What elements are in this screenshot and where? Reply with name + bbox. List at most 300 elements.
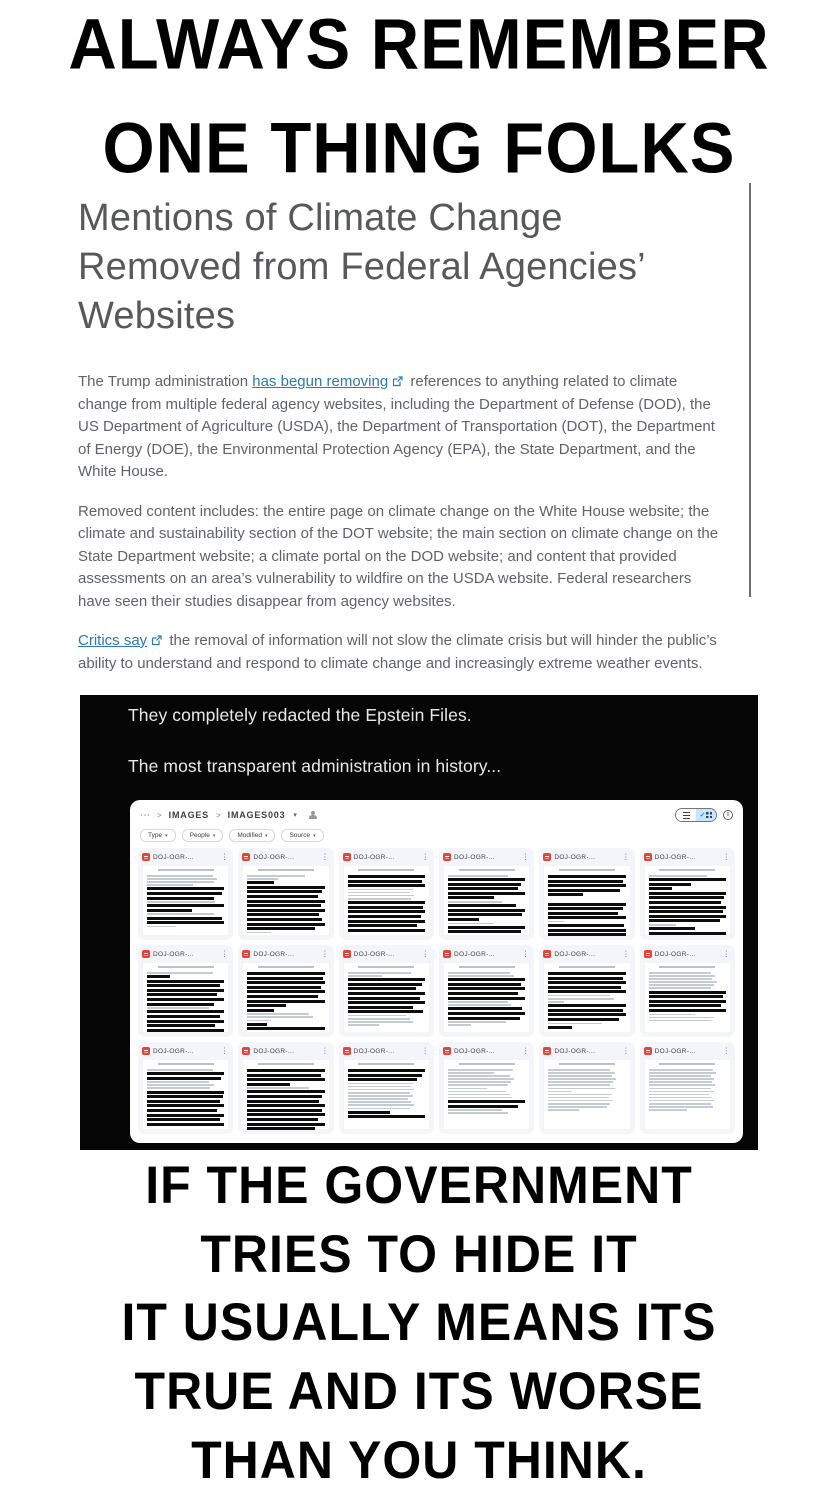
redaction-bar — [147, 989, 224, 992]
redaction-bar — [548, 977, 623, 980]
redaction-bar — [649, 901, 721, 904]
folder-dropdown-arrow-icon[interactable]: ▾ — [293, 812, 297, 819]
redaction-bar — [348, 983, 422, 986]
file-card[interactable] — [138, 945, 233, 1037]
more-options-icon[interactable]: ⋮ — [220, 949, 229, 959]
document-text-line — [548, 1088, 615, 1090]
redaction-bar — [348, 884, 425, 887]
redaction-bar — [448, 892, 525, 895]
more-options-icon[interactable]: ⋮ — [722, 852, 730, 862]
file-card[interactable] — [238, 1042, 333, 1134]
document-text-line — [147, 972, 213, 974]
redaction-bar — [448, 1017, 520, 1020]
redaction-bar — [147, 1109, 217, 1112]
more-options-icon[interactable]: ⋮ — [220, 852, 229, 862]
breadcrumb-folder-images[interactable]: IMAGES — [168, 810, 209, 820]
file-card-header — [543, 1046, 630, 1056]
redaction-bar — [147, 917, 222, 920]
has-begun-removing-link[interactable]: has begun removing — [252, 373, 389, 390]
pdf-file-icon — [242, 853, 250, 861]
redaction-bar — [548, 912, 618, 915]
file-card-header — [644, 949, 731, 959]
redaction-bar — [548, 1018, 619, 1021]
document-text-line — [448, 1072, 494, 1074]
file-card-header — [242, 852, 329, 862]
redaction-bar — [548, 929, 625, 932]
document-text-line — [247, 1013, 309, 1015]
more-options-icon[interactable]: ⋮ — [622, 852, 630, 862]
file-name: DOJ-OGR-... — [454, 1047, 495, 1055]
redaction-bar — [348, 1115, 425, 1118]
document-text-line — [649, 972, 711, 974]
redaction-bar — [247, 1074, 320, 1077]
redaction-bar — [247, 1023, 266, 1026]
redaction-bar — [147, 897, 214, 900]
chevron-down-icon: ▾ — [165, 832, 168, 839]
document-text-line — [548, 1078, 616, 1080]
redaction-bar — [548, 884, 625, 887]
file-card-header — [343, 852, 430, 862]
more-options-icon[interactable]: ⋮ — [521, 1046, 530, 1056]
more-options-icon[interactable]: ⋮ — [521, 949, 530, 959]
file-card-header — [443, 1046, 530, 1056]
document-text-line — [348, 1086, 411, 1088]
document-text-line — [348, 898, 411, 900]
redacted-document-thumbnail — [644, 865, 731, 936]
article-paragraph-3 — [78, 630, 726, 675]
redaction-bar — [147, 1095, 223, 1098]
redaction-bar — [649, 1009, 726, 1012]
file-card-header — [142, 1046, 229, 1056]
redaction-bar — [548, 1026, 571, 1029]
redaction-bar — [548, 986, 621, 989]
top-headline-line-2: ONE THING FOLKS — [102, 108, 736, 189]
redaction-bar — [348, 978, 425, 981]
redaction-bar — [147, 998, 224, 1001]
more-options-icon[interactable]: ⋮ — [521, 852, 530, 862]
file-card[interactable] — [138, 1042, 233, 1134]
document-text-line — [548, 898, 625, 901]
document-text-line — [548, 995, 610, 997]
file-card-header — [543, 852, 630, 862]
document-text-line — [649, 1075, 711, 1077]
list-view-button[interactable] — [676, 809, 696, 821]
redaction-bar — [448, 926, 525, 929]
document-text-line — [147, 913, 214, 915]
document-text-line — [548, 1100, 613, 1102]
top-headline-line-1: ALWAYS REMEMBER — [68, 4, 770, 85]
redaction-bar — [247, 913, 319, 916]
redacted-document-thumbnail — [543, 865, 630, 936]
document-text-line — [649, 1014, 695, 1016]
article-title: Mentions of Climate Change Removed from Federal Agencies’ Websites — [78, 197, 645, 337]
document-text-line — [147, 875, 213, 877]
redaction-bar — [448, 878, 525, 881]
filter-chip-people[interactable] — [182, 829, 224, 842]
document-text-line — [348, 1024, 379, 1026]
more-options-icon[interactable]: ⋮ — [722, 949, 730, 959]
pdf-file-icon — [242, 1047, 250, 1055]
more-options-icon[interactable]: ⋮ — [722, 1046, 730, 1056]
tweet-text-line-1: They completely redacted the Epstein Files. — [128, 705, 472, 725]
file-card-header — [443, 852, 530, 862]
redaction-bar — [448, 918, 479, 921]
file-card[interactable] — [238, 945, 333, 1037]
bottom-headline-line-1: IF THE GOVERNMENT — [145, 1155, 693, 1215]
chip-label: Modified — [237, 832, 262, 839]
file-name: DOJ-OGR-... — [153, 853, 194, 861]
breadcrumb-chevron-icon: > — [157, 810, 162, 820]
redaction-bar — [348, 1111, 391, 1114]
file-card-header — [242, 1046, 329, 1056]
document-text-line — [147, 1087, 210, 1089]
chip-label: People — [189, 832, 210, 839]
bottom-headline-line-5: THAN YOU THINK. — [191, 1430, 647, 1490]
document-text-line — [147, 1069, 213, 1071]
redaction-bar — [448, 887, 518, 890]
document-text-line — [448, 1091, 506, 1093]
pdf-file-icon — [443, 1047, 451, 1055]
pdf-file-icon — [644, 1047, 652, 1055]
filter-chip-type[interactable] — [140, 829, 176, 842]
redaction-bar — [448, 1100, 525, 1103]
redaction-bar — [548, 933, 625, 936]
redaction-bar — [448, 883, 521, 886]
file-card-header — [343, 949, 430, 959]
redacted-document-thumbnail — [343, 962, 430, 1033]
redaction-bar — [147, 1072, 224, 1075]
document-text-line — [348, 889, 413, 891]
redaction-bar — [548, 903, 625, 906]
document-text-line — [348, 892, 410, 894]
redaction-bar — [247, 1004, 286, 1007]
redaction-bar — [649, 1000, 726, 1003]
file-name: DOJ-OGR-... — [153, 1047, 194, 1055]
info-icon[interactable]: i — [723, 810, 733, 820]
redaction-bar — [147, 1091, 224, 1094]
redaction-bar — [649, 1004, 721, 1007]
document-text-line — [348, 1092, 410, 1094]
document-text-line — [448, 901, 502, 903]
redaction-bar — [448, 992, 518, 995]
redaction-bar — [147, 892, 222, 895]
external-link-icon — [151, 635, 162, 646]
redaction-bar — [448, 896, 494, 899]
file-browser-toolbar — [130, 800, 743, 826]
redaction-bar — [147, 1020, 224, 1023]
redaction-bar — [247, 923, 324, 926]
document-text-line — [147, 881, 214, 883]
document-text-line — [448, 1109, 502, 1111]
redaction-bar — [247, 900, 324, 903]
file-name: DOJ-OGR-... — [253, 1047, 295, 1055]
redaction-bar — [548, 924, 624, 927]
document-lines — [247, 972, 324, 1030]
document-text-line — [448, 1081, 511, 1083]
redacted-document-thumbnail — [644, 1059, 731, 1130]
document-text-line — [348, 972, 411, 974]
document-text-line — [548, 1075, 611, 1077]
file-card[interactable] — [439, 848, 534, 940]
tweet-screenshot — [80, 695, 758, 1150]
pdf-file-icon — [343, 1047, 351, 1055]
document-text-line — [649, 875, 707, 877]
more-options-icon[interactable]: ⋮ — [421, 852, 429, 862]
document-text-line — [548, 1109, 579, 1111]
file-card[interactable] — [439, 945, 534, 1037]
document-text-line — [548, 921, 563, 923]
document-lines — [147, 1069, 224, 1126]
document-lines — [448, 972, 525, 1026]
filter-chip-modified[interactable] — [229, 829, 275, 842]
document-lines — [147, 972, 224, 1032]
document-text-line — [649, 1017, 715, 1019]
redaction-bar — [649, 878, 726, 881]
document-text-line — [649, 981, 717, 983]
redacted-document-thumbnail — [443, 865, 530, 936]
file-name: DOJ-OGR-... — [554, 853, 596, 861]
redaction-bar — [348, 1010, 423, 1013]
file-card[interactable] — [439, 1042, 534, 1134]
file-card[interactable] — [539, 1042, 634, 1134]
file-card[interactable] — [640, 1042, 735, 1134]
document-text-line — [548, 1069, 610, 1071]
document-text-line — [348, 1108, 410, 1110]
more-options-icon[interactable]: ⋮ — [421, 1046, 429, 1056]
redaction-bar — [448, 909, 525, 912]
document-text-line — [649, 978, 712, 980]
more-options-icon[interactable]: ⋮ — [321, 949, 329, 959]
redaction-bar — [147, 909, 192, 912]
file-name: DOJ-OGR-... — [253, 950, 295, 958]
more-options-icon[interactable]: ⋮ — [622, 1046, 630, 1056]
redaction-bar — [247, 904, 320, 907]
document-text-line — [448, 1112, 508, 1114]
document-text-line — [548, 1106, 607, 1108]
pdf-file-icon — [343, 950, 351, 958]
document-text-line — [448, 1021, 506, 1023]
file-card[interactable] — [339, 1042, 434, 1134]
redaction-bar — [147, 1024, 215, 1027]
redaction-bar — [548, 889, 620, 892]
pdf-file-icon — [443, 950, 451, 958]
redaction-bar — [247, 1127, 315, 1130]
document-text-line — [548, 1103, 610, 1105]
document-lines — [448, 875, 525, 933]
file-card[interactable] — [640, 848, 735, 940]
document-text-line — [649, 1078, 715, 1080]
file-name: DOJ-OGR-... — [654, 1047, 696, 1055]
document-text-line — [448, 975, 514, 977]
redaction-bar — [348, 992, 425, 995]
redaction-bar — [348, 901, 425, 904]
redaction-bar — [649, 883, 692, 886]
more-options-icon[interactable]: ⋮ — [220, 1046, 229, 1056]
document-text-line — [348, 1104, 415, 1106]
redaction-bar — [649, 927, 695, 930]
document-text-line — [548, 1091, 571, 1093]
redaction-bar — [247, 1000, 324, 1003]
chevron-down-icon: ▾ — [264, 832, 268, 839]
document-text-line — [247, 1016, 313, 1018]
document-lines — [348, 1069, 425, 1118]
redaction-bar — [247, 1095, 322, 1098]
document-text-line — [147, 1007, 209, 1009]
redaction-bar — [448, 913, 522, 916]
pdf-file-icon — [343, 853, 351, 861]
document-text-line — [448, 1084, 508, 1086]
pdf-file-icon — [644, 853, 652, 861]
document-lines — [649, 972, 726, 1021]
document-text-line — [147, 878, 217, 880]
pdf-file-icon — [242, 950, 250, 958]
document-text-line — [649, 1081, 712, 1083]
file-card[interactable] — [339, 848, 434, 940]
redaction-bar — [649, 932, 726, 935]
redaction-bar — [649, 915, 726, 918]
more-options-icon[interactable]: ⋮ — [321, 1046, 329, 1056]
document-text-line — [348, 1021, 414, 1023]
redaction-bar — [147, 1029, 224, 1032]
document-lines — [348, 972, 425, 1026]
chip-label: Type — [148, 832, 163, 839]
redaction-bar — [247, 1118, 318, 1121]
file-name: DOJ-OGR-... — [554, 950, 596, 958]
file-name: DOJ-OGR-... — [353, 1047, 395, 1055]
document-text-line — [649, 984, 714, 986]
redaction-bar — [348, 906, 424, 909]
redaction-bar — [247, 1027, 324, 1030]
document-text-line — [348, 1089, 415, 1091]
document-text-line — [448, 875, 508, 877]
file-card-header — [644, 852, 731, 862]
document-lines — [247, 875, 324, 933]
document-text-line — [448, 1004, 511, 1006]
redaction-bar — [348, 875, 425, 878]
redaction-bar — [649, 892, 726, 895]
more-options-icon[interactable]: ⋮ — [622, 949, 630, 959]
redaction-bar — [348, 1001, 425, 1004]
redacted-document-thumbnail — [242, 1059, 329, 1130]
redacted-document-thumbnail — [242, 865, 329, 936]
file-card[interactable] — [539, 945, 634, 1037]
pdf-file-icon — [543, 950, 551, 958]
document-text-line — [448, 1075, 510, 1077]
redaction-bar — [247, 1109, 321, 1112]
document-text-line — [448, 1078, 514, 1080]
redaction-bar — [147, 1100, 220, 1103]
document-text-line — [348, 1015, 406, 1017]
document-lines — [548, 1069, 625, 1111]
redaction-bar — [147, 1003, 214, 1006]
redaction-bar — [147, 993, 217, 996]
redaction-bar — [649, 991, 726, 994]
document-text-line — [649, 924, 676, 926]
redaction-bar — [247, 909, 324, 912]
grid-view-icon — [706, 812, 712, 818]
filter-chip-source[interactable] — [281, 829, 323, 842]
redaction-bar — [147, 984, 220, 987]
file-card-header — [142, 949, 229, 959]
breadcrumb-ellipsis-button[interactable]: ⋯ — [140, 809, 150, 821]
redaction-bar — [247, 995, 318, 998]
redaction-bar — [548, 981, 625, 984]
redaction-bar — [548, 875, 625, 878]
file-card[interactable] — [138, 848, 233, 940]
redaction-bar — [247, 977, 323, 980]
file-card[interactable] — [539, 848, 634, 940]
paragraph-text: the removal of information will not slow the climate crisis but will hinder the public’s ability to understand and respond to climate change and increasingly extreme weather events. — [78, 632, 717, 672]
redaction-bar — [548, 893, 583, 896]
redacted-document-thumbnail — [343, 1059, 430, 1130]
redaction-bar — [649, 896, 724, 899]
file-card-header — [443, 949, 530, 959]
redaction-bar — [649, 906, 726, 909]
document-text-line — [348, 1101, 411, 1103]
redaction-bar — [548, 1004, 625, 1007]
grid-view-button[interactable] — [696, 809, 716, 821]
redaction-bar — [348, 920, 425, 923]
document-text-line — [649, 1091, 714, 1093]
more-options-icon[interactable]: ⋮ — [321, 852, 329, 862]
critics-say-link[interactable]: Critics say — [78, 632, 148, 649]
redaction-bar — [247, 881, 274, 884]
redacted-document-thumbnail — [543, 962, 630, 1033]
tweet-text-line-2: The most transparent administration in history... — [128, 756, 502, 776]
redaction-bar — [348, 924, 418, 927]
file-card[interactable] — [238, 848, 333, 940]
chevron-down-icon: ▾ — [313, 832, 316, 839]
redaction-bar — [348, 915, 421, 918]
redaction-bar — [348, 929, 425, 932]
document-text-line — [448, 923, 494, 925]
redaction-bar — [147, 921, 224, 924]
redaction-bar — [548, 880, 623, 883]
redaction-bar — [448, 987, 525, 990]
redaction-bar — [649, 910, 723, 913]
redaction-bar — [448, 997, 525, 1000]
redaction-bar — [348, 1069, 425, 1072]
redaction-bar — [247, 918, 322, 921]
bottom-headline-line-3: IT USUALLY MEANS ITS — [121, 1292, 717, 1352]
pdf-file-icon — [543, 1047, 551, 1055]
breadcrumb-folder-images003[interactable]: IMAGES003 — [227, 810, 286, 820]
file-card[interactable] — [339, 945, 434, 1037]
redaction-bar — [147, 1015, 220, 1018]
file-card[interactable] — [640, 945, 735, 1037]
file-card-header — [343, 1046, 430, 1056]
redaction-bar — [147, 1123, 224, 1126]
document-text-line — [649, 975, 716, 977]
redacted-document-thumbnail — [443, 962, 530, 1033]
chevron-down-icon: ▾ — [212, 832, 216, 839]
file-card-header — [142, 852, 229, 862]
more-options-icon[interactable]: ⋮ — [421, 949, 429, 959]
document-text-line — [247, 1087, 309, 1089]
redacted-document-thumbnail — [242, 962, 329, 1033]
document-text-line — [548, 1084, 610, 1086]
redaction-bar — [649, 887, 672, 890]
redaction-bar — [147, 904, 224, 907]
breadcrumb-chevron-icon: > — [215, 810, 221, 820]
redaction-bar — [348, 880, 422, 883]
redaction-bar — [448, 904, 516, 907]
document-text-line — [448, 972, 510, 974]
document-text-line — [448, 1069, 513, 1071]
redaction-bar — [247, 886, 324, 889]
redaction-bar — [247, 990, 324, 993]
document-text-line — [649, 1072, 716, 1074]
